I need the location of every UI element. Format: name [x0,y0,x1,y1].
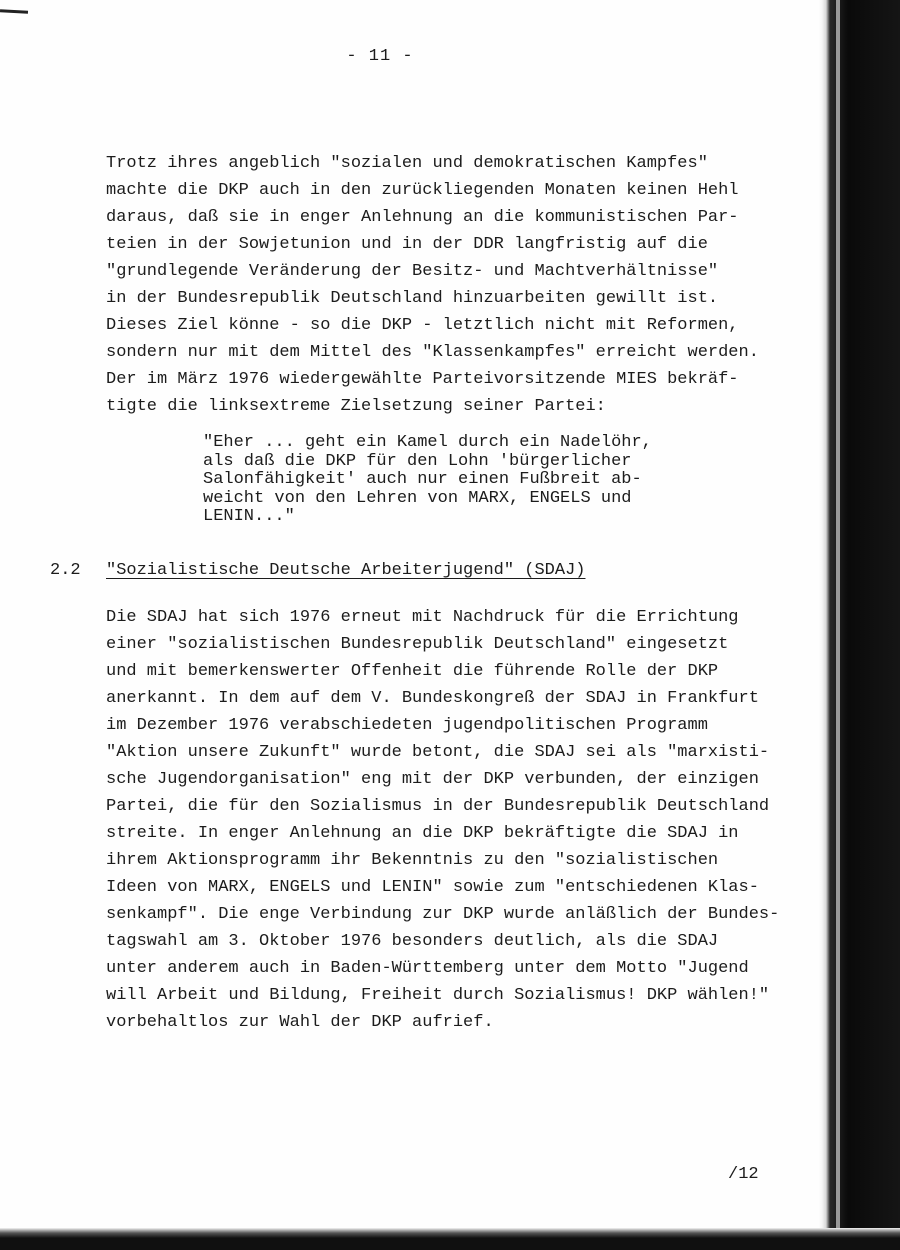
scan-edge-bottom [0,1228,900,1250]
next-page-reference: /12 [728,1165,759,1184]
scan-edge-line [836,0,840,1250]
scan-artifact-mark [0,9,28,13]
section-heading: "Sozialistische Deutsche Arbeiterjugend" (SDAJ) [106,561,586,580]
scan-edge-right [818,0,900,1250]
page-number: - 11 - [346,47,414,66]
section-number: 2.2 [50,561,81,580]
mies-quote: "Eher ... geht ein Kamel durch ein Nadelöhr, als daß die DKP für den Lohn 'bürgerlicher Salonfähigkeit' auch nur einen Fußbreit ab- weicht von den Lehren von MARX, ENGELS und LENIN..." [203,433,652,526]
sdaj-paragraph: Die SDAJ hat sich 1976 erneut mit Nachdruck für die Errichtung einer "sozialistischen Bundesrepublik Deutschland" eingesetzt und mit bemerkenswerter Offenheit die führende Rolle der DKP anerkannt. In dem auf dem V. Bundeskongreß der SDAJ in Frankfurt im Dezember 1976 verabschiedeten jugendpolitischen Programm "Aktion unsere Zukunft" wurde betont, die SDAJ sei als "marxisti- sche Jugendorganisation" eng mit der DKP verbunden, der einzigen Partei, die für den Sozialismus in der Bundesrepublik Deutschland streite. In enger Anlehnung an die DKP bekräftigte die SDAJ in ihrem Aktionsprogramm ihr Bekenntnis zu den "sozialistischen Ideen von MARX, ENGELS und LENIN" sowie zum "entschiedenen Klas- senkampf". Die enge Verbindung zur DKP wurde anläßlich der Bundes- tagswahl am 3. Oktober 1976 besonders deutlich, als die SDAJ unter anderem auch in Baden-Württemberg unter dem Motto "Jugend will Arbeit und Bildung, Freiheit durch Sozialismus! DKP wählen!" vorbehaltlos zur Wahl der DKP aufrief. [106,608,780,1032]
intro-paragraph: Trotz ihres angeblich "sozialen und demokratischen Kampfes" machte die DKP auch in den zurückliegenden Monaten keinen Hehl daraus, daß sie in enger Anlehnung an die kommunistischen Par- teien in der Sowjetunion und in der DDR langfristig auf die "grundlegende Veränderung der Besitz- und Machtverhältnisse" in der Bundesrepublik Deutschland hinzuarbeiten gewillt ist. Dieses Ziel könne - so die DKP - letztlich nicht mit Reformen, sondern nur mit dem Mittel des "Klassenkampfes" erreicht werden. Der im März 1976 wiedergewählte Parteivorsitzende MIES bekräf- tigte die linksextreme Zielsetzung seiner Partei: [106,154,759,416]
